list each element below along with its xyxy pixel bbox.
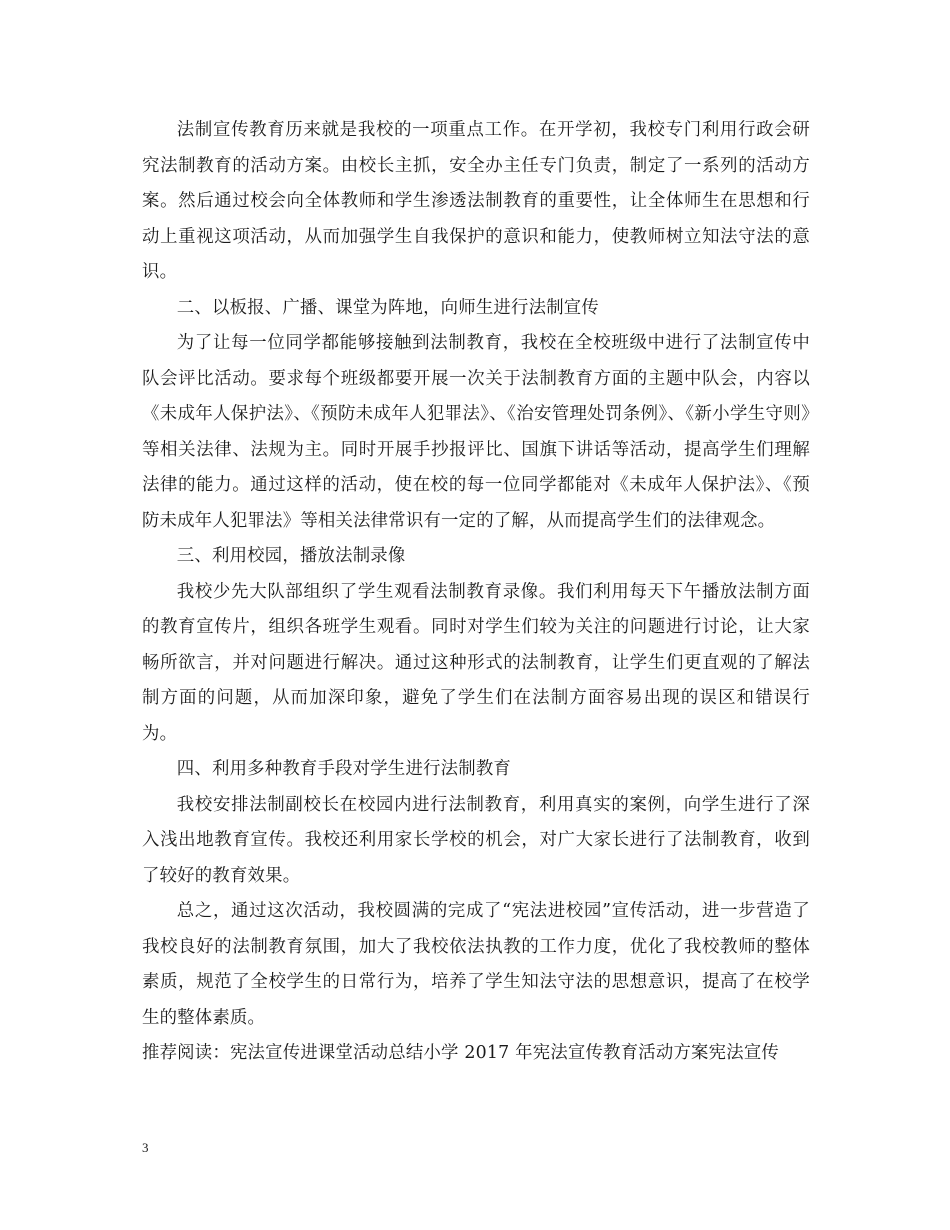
document-body	[142, 113, 810, 1072]
paragraph-section-3: 我校少先大队部组织了学生观看法制教育录像。我们利用每天下午播放法制方面的教育宣传片，组织各班学生观看。同时对学生们较为关注的问题进行讨论，让大家畅所欲言，并对问题进行解决。通过这种形式的法制教育，让学生们更直观的了解法制方面的问题，从而加深印象，避免了学生们在法制方面容易出现的误区和错误行为。	[142, 581, 810, 744]
section-heading-4: 四、利用多种教育手段对学生进行法制教育	[176, 759, 512, 779]
section-heading-2: 二、以板报、广播、课堂为阵地，向师生进行法制宣传	[176, 297, 599, 318]
paragraph-section-2: 为了让每一位同学都能够接触到法制教育，我校在全校班级中进行了法制宣传中队会评比活动。要求每个班级都要开展一次关于法制教育方面的主题中队会，内容以《未成年人保护法》、《预防未成年人犯罪法》、《治安管理处罚条例》、《新小学生守则》等相关法律、法规为主。同时开展手抄报评比、国旗下讲话等活动，提高学生们理解法律的能力。通过这样的活动，使在校的每一位同学都能对《未成年人保护法》、《预防未成年人犯罪法》等相关法律常识有一定的了解，从而提高学生们的法律观念。	[142, 333, 810, 531]
paragraph-conclusion: 总之，通过这次活动，我校圆满的完成了“宪法进校园”宣传活动，进一步营造了我校良好的法制教育氛围，加大了我校依法执教的工作力度，优化了我校教师的整体素质，规范了全校学生的日常行为，培养了学生知法守法的思想意识，提高了在校学生的整体素质。	[142, 901, 810, 1028]
recommended-reading[interactable]: 推荐阅读：宪法宣传进课堂活动总结小学 2017 年宪法宣传教育活动方案宪法宣传	[142, 1043, 780, 1063]
paragraph-intro: 法制宣传教育历来就是我校的一项重点工作。在开学初，我校专门利用行政会研究法制教育的活动方案。由校长主抓，安全办主任专门负责，制定了一系列的活动方案。然后通过校会向全体教师和学生渗透法制教育的重要性，让全体师生在思想和行动上重视这项活动，从而加强学生自我保护的意识和能力，使教师树立知法守法的意识。	[142, 120, 810, 282]
section-heading-3: 三、利用校园，播放法制录像	[176, 546, 406, 566]
page-number: 3	[142, 1140, 149, 1155]
paragraph-section-4: 我校安排法制副校长在校园内进行法制教育，利用真实的案例，向学生进行了深入浅出地教育宣传。我校还利用家长学校的机会，对广大家长进行了法制教育，收到了较好的教育效果。	[142, 794, 810, 886]
